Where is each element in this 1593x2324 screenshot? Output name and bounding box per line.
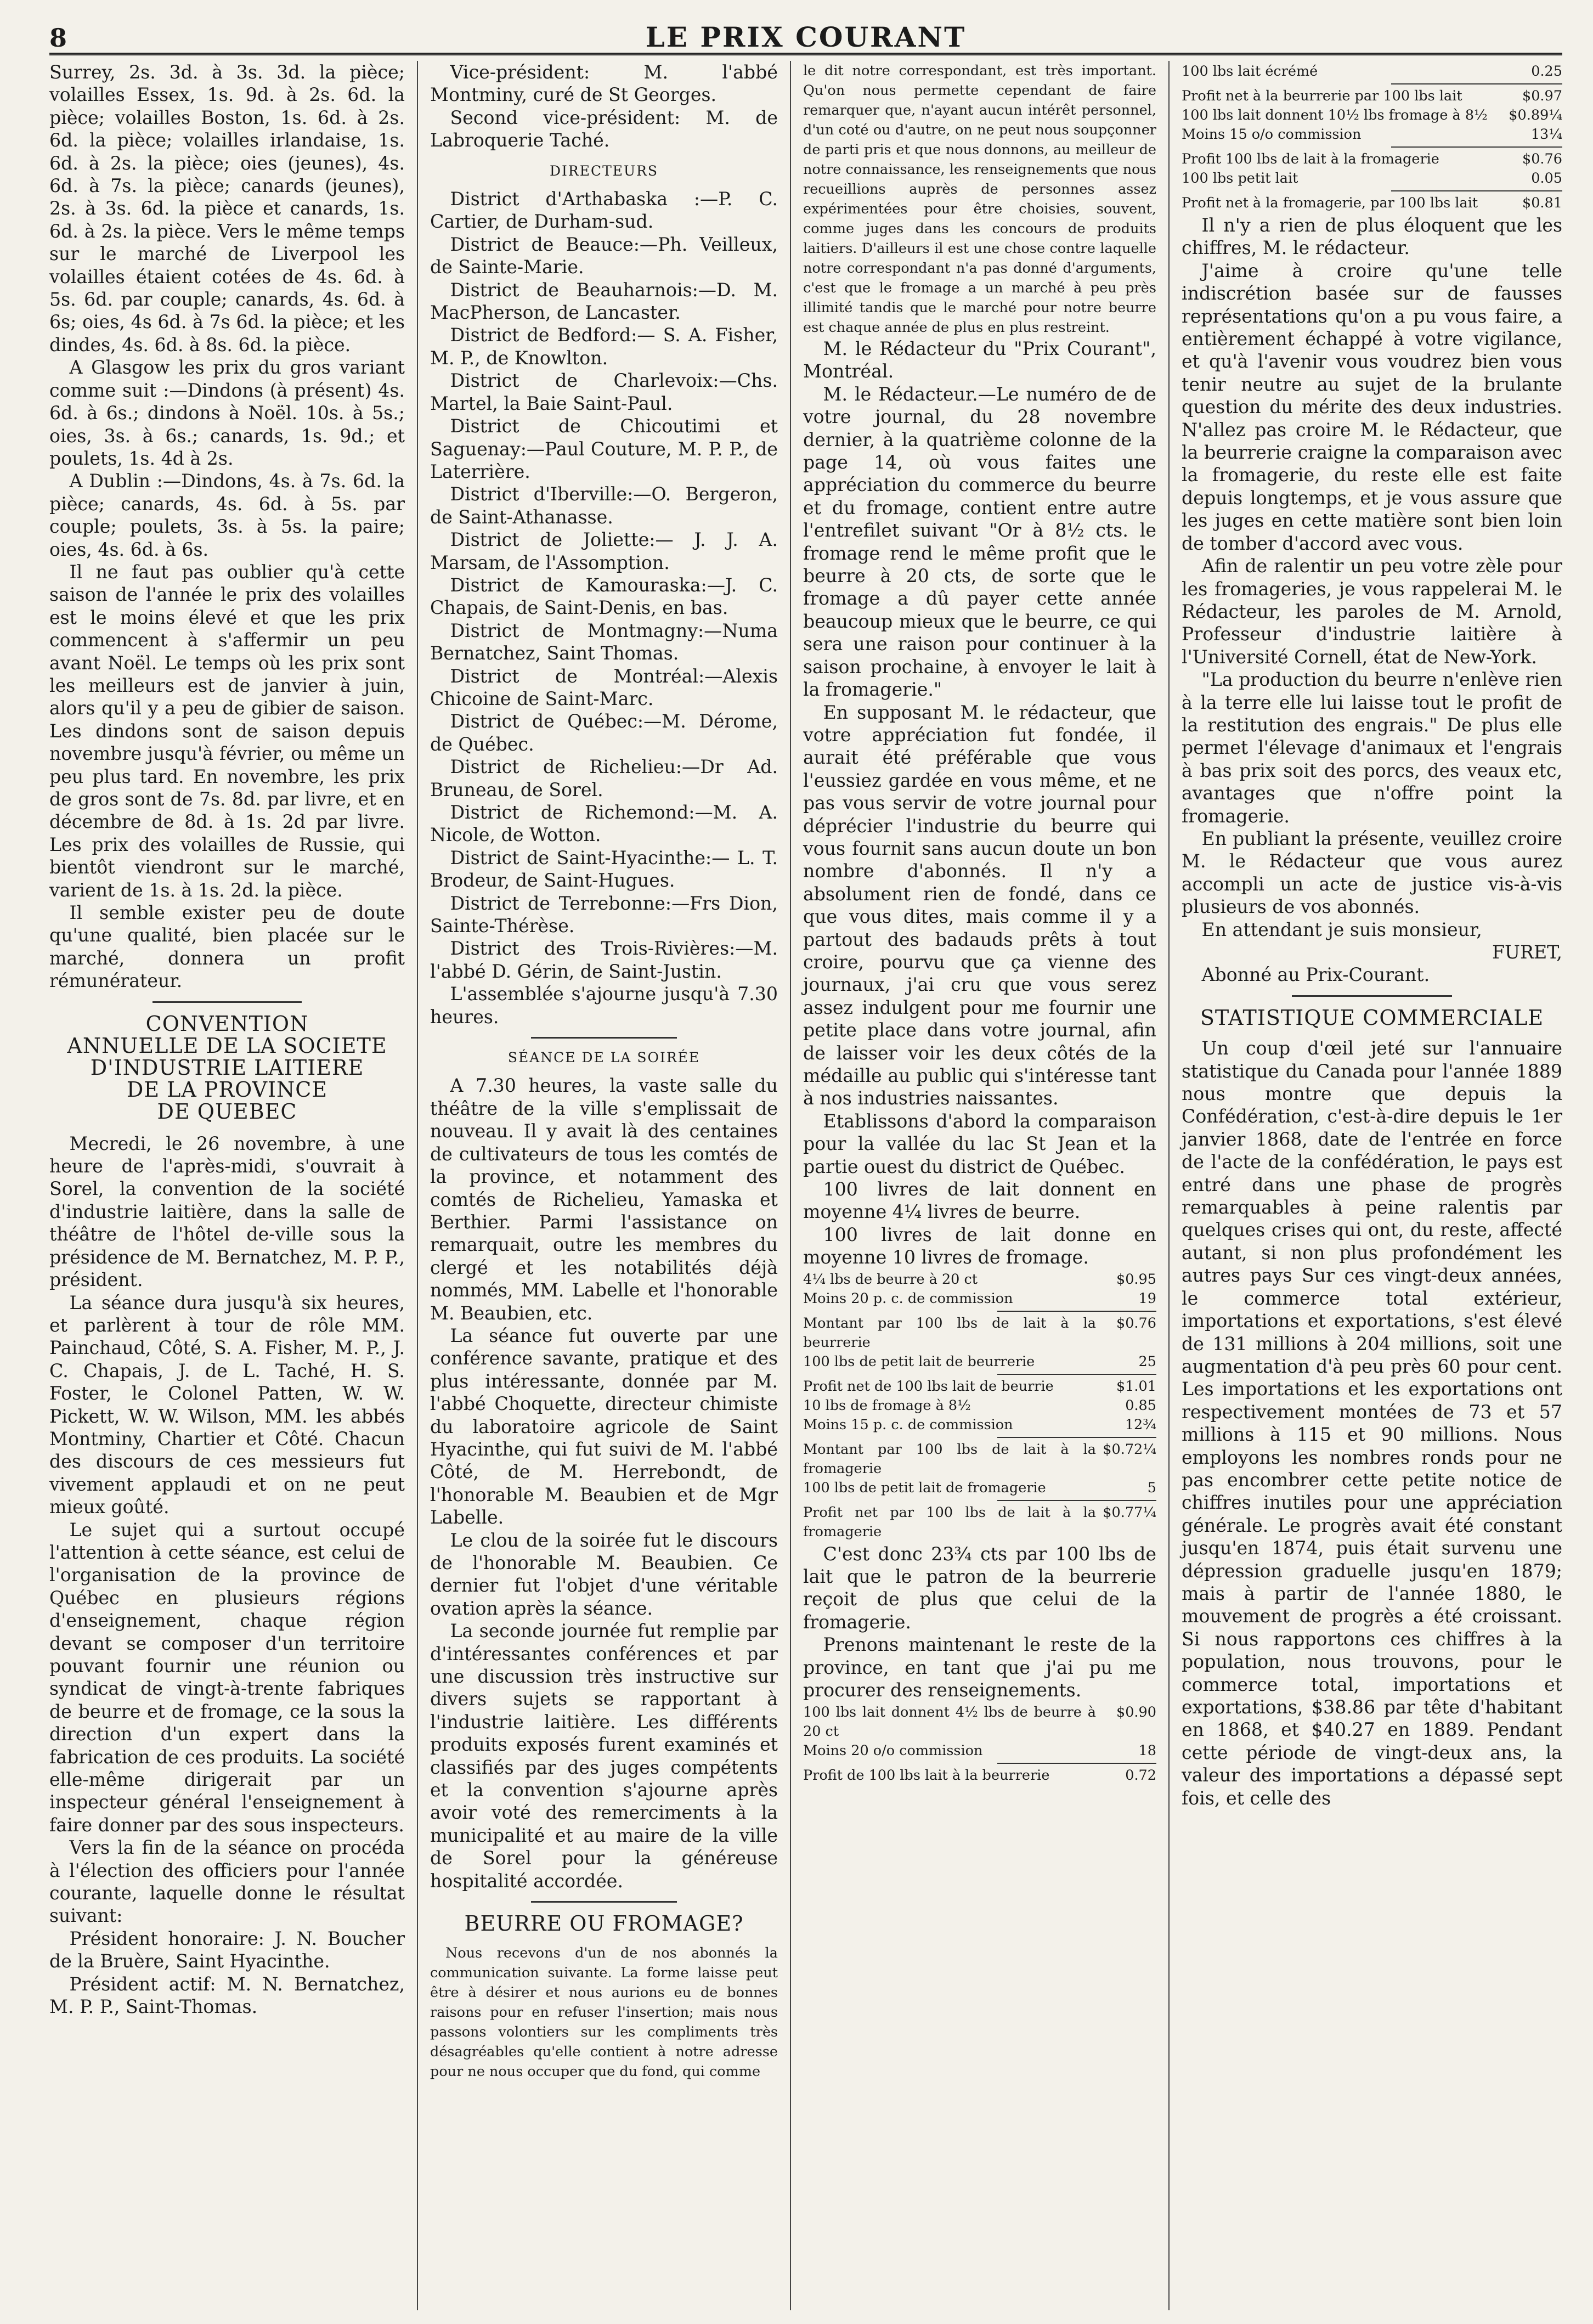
ledger-block (1182, 87, 1562, 144)
officer-entry: Vice-président: M. l'abbé Montminy, curé de St Georges. (430, 61, 778, 106)
directeur-entry: District des Trois-Rivières:—M. l'abbé D. Gérin, de Saint-Justin. (430, 938, 778, 982)
ledger-value: $0.77¼ (1103, 1504, 1156, 1521)
letter-paragraph: 100 livres de lait donnent en moyenne 4¼ livres de beurre. (803, 1178, 1156, 1223)
convention-heading-line: DE QUEBEC (157, 1099, 297, 1124)
ledger-label: Moins 20 p. c. de commission (803, 1290, 1013, 1307)
convention-paragraph: Président honoraire: J. N. Boucher de la Bruère, Saint Hyacinthe. (49, 1927, 405, 1972)
ledger-label: 100 lbs lait écrémé (1182, 63, 1318, 80)
ledger-label: Profit net par 100 lbs de lait à la fromagerie (803, 1504, 1096, 1540)
ledger-label: Profit de 100 lbs lait à la beurrerie (803, 1767, 1050, 1784)
ledger-rule (997, 1763, 1156, 1764)
section-separator (1292, 995, 1451, 997)
directeur-entry: District de Charlevoix:—Chs. Martel, la Baie Saint-Paul. (430, 370, 778, 414)
ledger-row (1182, 62, 1562, 81)
seance-paragraph: Le clou de la soirée fut le discours de l'honorable M. Beaubien. Ce dernier fut l'objet d'une véritable ovation après la séance. (430, 1529, 778, 1619)
directeur-entry: District d'Iberville:—O. Bergeron, de Saint-Athanasse. (430, 483, 778, 528)
ledger-value: $0.89¼ (1509, 107, 1562, 123)
convention-heading-line: CONVENTION (145, 1011, 309, 1036)
ledger-label: 100 lbs lait donnent 10½ lbs fromage à 8½ (1182, 107, 1488, 123)
column-3 (791, 61, 1170, 2310)
ledger-block (803, 1503, 1156, 1542)
directeur-entry: District de Kamouraska:—J. C. Chapais, de Saint-Denis, en bas. (430, 574, 778, 619)
ledger-value: $1.01 (1116, 1378, 1156, 1395)
ledger-row (1182, 87, 1562, 106)
convention-heading-line: DE LA PROVINCE (126, 1077, 328, 1102)
directeur-entry: District de Saint-Hyacinthe:— L. T. Brodeur, de Saint-Hugues. (430, 847, 778, 892)
column-4 (1170, 61, 1562, 2310)
ledger-block (803, 1766, 1156, 1785)
ledger-value: 19 (1138, 1290, 1156, 1307)
ledger-row (1182, 106, 1562, 125)
letter-paragraph: C'est donc 23¾ cts par 100 lbs de lait que le patron de la beurrerie reçoit de plus que celui de la fromagerie. (803, 1543, 1156, 1633)
ledger-label: 100 lbs de petit lait de fromagerie (803, 1479, 1046, 1496)
ledger-label: Profit 100 lbs de lait à la fromagerie (1182, 151, 1439, 167)
ledger-value: $0.95 (1116, 1271, 1156, 1288)
letter-paragraph: J'aime à croire qu'une telle indiscrétion basée sur de fausses représentations qu'on a pu vous faire, a entièrement échappé à votre vigilance, et qu'à l'avenir vous voudrez bien vous tenir neutre au sujet de la brulante question du mérite des deux industries. N'allez pas croire M. le Rédacteur, que la beurrerie craigne la comparaison avec la fromagerie, du reste elle est faite depuis longtemps, et je vous assure que les juges en cette matière sont bien loin de tomber d'accord avec vous. (1182, 260, 1562, 554)
convention-paragraph: Mecredi, le 26 novembre, à une heure de l'après-midi, s'ouvrait à Sorel, la convention de la société d'industrie laitière, dans la salle de théâtre de l'hôtel de-ville sous la présidence de M. Bernatchez, M. P. P., président. (49, 1132, 405, 1291)
letter-paragraph: Etablissons d'abord la comparaison pour la vallée du lac St Jean et la partie ouest du district de Québec. (803, 1110, 1156, 1177)
stat-paragraph: Un coup d'œil jeté sur l'annuaire statistique du Canada pour l'année 1889 nous montre que depuis la Confédération, c'est-à-dire depuis le 1er janvier 1868, date de l'entrée en force de l'acte de la confédération, le pays est entré dans une phase de progrès remarquables à peine ralentis par quelques crises qui ont, du reste, affecté autant, si non plus profondément les autres pays Sur ces vingt-deux années, le commerce total extérieur, importations et exportations, s'est élevé de 131 millions à 204 millions, soit une augmentation d'à peu près 60 pour cent. Les importations et les exportations ont respectivement montées de 73 et 57 millions à 115 et 90 millions. Nous employons les nombres ronds pour ne pas encombrer cette petite notice de chiffres inutiles pour une appréciation générale. Le progrès avait été constant jusqu'en 1874, puis était survenu une dépression graduelle jusqu'en 1879; mais à partir de l'année 1880, le mouvement de progrès a été croissant. Si nous rapportons ces chiffres à la population, nous trouvons, pour le commerce total, importations et exportations, $38.86 par tête d'habitant en 1868, et $40.27 en 1889. Pendant cette période de vingt-deux ans, la valeur des importations a dépassé sept fois, et celle des (1182, 1037, 1562, 1809)
editor-note: le dit notre correspondant, est très important. Qu'on nous permette cependant de faire remarquer que, n'ayant aucun intérêt personnel, d'un coté ou d'autre, on ne peut nous soupçonner de parti pris et que nous donnons, au meilleur de notre connaissance, les renseignements que nous recueillions auprès de personnes assez expérimentées pour être choisies, souvent, comme juges dans les concours de produits laitiers. D'ailleurs il est une chose contre laquelle notre correspondant n'a pas donné d'arguments, c'est que le fromage a un marché à peu près illimité tandis que le marché pour notre beurre est chaque année de plus en plus restreint. (803, 63, 1156, 336)
directeur-entry: District de Beauce:—Ph. Veilleux, de Sainte-Marie. (430, 233, 778, 278)
market-paragraph: Surrey, 2s. 3d. à 3s. 3d. la pièce; volailles Essex, 1s. 9d. à 2s. 6d. la pièce; volailles Boston, 1s. 6d. à 2s. 6d. la pièce; volailles irlandaise, 1s. 6d. à 2s. la pièce; oies (jeunes), 4s. 6d. à 7s. la pièce; canards (jeunes), 2s. à 3s. 6d. la pièce et canards, 1s. 6d. à 2s. la pièce. Vers le même temps sur le marché de Liverpool les volailles étaient cotées de 4s. 6d. à 5s. 6d. par couple; canards, 4s. 6d. à 6s; oies, 4s 6d. à 7s 6d. la pièce; et les dindes, 4s. 6d. à 8s. 6d. la pièce. (49, 61, 405, 356)
ledger-row (1182, 150, 1562, 169)
journal-title: LE PRIX COURANT (645, 21, 967, 53)
ledger-block (1182, 194, 1562, 213)
ledger-row (803, 1766, 1156, 1785)
ledger-label: Montant par 100 lbs de lait à la fromagerie (803, 1441, 1096, 1477)
letter-paragraph: "La production du beurre n'enlève rien à la terre elle lui laisse tout le profit de la restitution des engrais." De plus elle permet l'élevage d'animaux et l'engrais à bas prix soit des porcs, des veaux etc, avantages que n'offre point la fromagerie. (1182, 669, 1562, 827)
ledger-rule (1391, 146, 1562, 148)
directeur-entry: District de Québec:—M. Dérome, de Québec. (430, 710, 778, 755)
ledger-row (803, 1415, 1156, 1435)
ledger-row (803, 1352, 1156, 1372)
ledger-row (803, 1289, 1156, 1308)
columns (49, 61, 1562, 2310)
ledger-label: Moins 15 o/o commission (1182, 126, 1362, 143)
ledger-label: 100 lbs petit lait (1182, 170, 1298, 187)
ledger-row (803, 1396, 1156, 1415)
directeur-entry: District de Terrebonne:—Frs Dion, Sainte-Thérèse. (430, 892, 778, 937)
ledger-label: Moins 15 p. c. de commission (803, 1416, 1013, 1433)
ledger-rule (997, 1437, 1156, 1438)
ledger-rule (997, 1311, 1156, 1312)
ledger-label: Moins 20 o/o commission (803, 1742, 983, 1759)
ledger-label: 100 lbs de petit lait de beurrerie (803, 1353, 1035, 1370)
letter-paragraph: 100 livres de lait donne en moyenne 10 livres de fromage. (803, 1223, 1156, 1268)
ledger-rule (997, 1374, 1156, 1375)
ledger-row (803, 1314, 1156, 1352)
ledger-block (803, 1377, 1156, 1435)
beurre-heading: BEURRE OU FROMAGE? (464, 1911, 744, 1936)
ledger-label: 10 lbs de fromage à 8½ (803, 1397, 971, 1414)
ledger-label: Montant par 100 lbs de lait à la beurrerie (803, 1315, 1096, 1351)
masthead (49, 21, 1562, 55)
ledger-row (803, 1741, 1156, 1761)
ledger-row (803, 1703, 1156, 1741)
letter-paragraph: En publiant la présente, veuillez croire M. le Rédacteur que vous aurez accompli un acte de justice vis-à-vis plusieurs de vos abonnés. (1182, 827, 1562, 918)
beurre-intro: Nous recevons d'un de nos abonnés la communication suivante. La forme laisse peut être à désirer et nous aurions eu de bonnes raisons pour en refuser l'insertion; mais nous passons volontiers sur les compliments très désagréables qu'elle contient à notre adresse pour ne nous occuper que du fond, qui comme (430, 1944, 778, 2080)
officer-entry: Second vice-président: M. de Labroquerie Taché. (430, 106, 778, 151)
letter-paragraph: Prenons maintenant le reste de la province, en tant que j'ai pu me procurer des renseignements. (803, 1634, 1156, 1701)
convention-heading-line: D'INDUSTRIE LAITIERE (90, 1055, 364, 1080)
column-1 (49, 61, 418, 2310)
ledger-value: 13¼ (1530, 126, 1562, 143)
ledger-rule (1391, 190, 1562, 191)
section-separator (531, 1901, 677, 1903)
ledger-value: $0.76 (1116, 1315, 1156, 1332)
directeur-entry: District de Joliette:— J. J. A. Marsam, de l'Assomption. (430, 529, 778, 573)
directeur-entry: District de Bedford:— S. A. Fisher, M. P., de Knowlton. (430, 324, 778, 369)
ledger-row (803, 1270, 1156, 1289)
ledger-value: 18 (1138, 1742, 1156, 1759)
ledger-value: 12¾ (1125, 1416, 1156, 1433)
ledger-value: 0.05 (1531, 170, 1562, 187)
directeur-entry: District de Montréal:—Alexis Chicoine de Saint-Marc. (430, 665, 778, 709)
directeur-entry: District de Richemond:—M. A. Nicole, de Wotton. (430, 802, 778, 846)
convention-paragraph: Vers la fin de la séance on procéda à l'élection des officiers pour l'année courante, laquelle donne le résultat suivant: (49, 1837, 405, 1927)
page-number: 8 (49, 23, 67, 53)
ledger-rule (1391, 83, 1562, 84)
ledger-label: Profit net de 100 lbs lait de beurrie (803, 1378, 1054, 1395)
section-separator (531, 1037, 677, 1039)
letter-paragraph: Il n'y a rien de plus éloquent que les chiffres, M. le rédacteur. (1182, 215, 1562, 259)
letter-paragraph: M. le Rédacteur.—Le numéro de de votre journal, du 28 novembre dernier, à la quatrième colonne de la page 14, où vous faites une appréciation du commerce du beurre et du fromage, contient entre autre l'entrefilet suivant "Or à 8½ cts. le fromage rend le même profit que le beurre à 20 cts, de sorte que le fromage a dû payer cette année beaucoup mieux que le beurre, ce qui sera une raison pour continuer à la saison prochaine, à envoyer le lait à la fromagerie." (803, 383, 1156, 701)
seance-paragraph: La séance fut ouverte par une conférence savante, pratique et des plus intéressante, donnée par M. l'abbé Choquette, directeur chimiste du laboratoire agricole de Saint Hyacinthe, qui fut suivi de M. l'abbé Côté, de M. Herrebondt, de l'honorable M. Beaubien et de Mgr Labelle. (430, 1324, 778, 1528)
seance-heading: SÉANCE DE LA SOIRÉE (507, 1050, 701, 1066)
ledger-rule (997, 1500, 1156, 1501)
market-paragraph: A Glasgow les prix du gros variant comme suit :—Dindons (à présent) 4s. 6d. à 6s.; dindons à Noël. 10s. à 5s.; oies, 3s. à 6s.; canards, 1s. 9d.; et poulets, 1s. 4d à 2s. (49, 357, 405, 469)
ledger-label: Profit net à la fromagerie, par 100 lbs lait (1182, 195, 1478, 211)
directeurs-heading: DIRECTEURS (549, 162, 659, 179)
directeur-entry: District d'Arthabaska :—P. C. Cartier, de Durham-sud. (430, 188, 778, 233)
ledger-value: 25 (1138, 1353, 1156, 1370)
ledger-value: $0.90 (1116, 1703, 1156, 1721)
market-paragraph: A Dublin :—Dindons, 4s. à 7s. 6d. la pièce; canards, 4s. 6d. à 5s. par couple; poulets, 3s. à 5s. la paire; oies, 4s. 6d. à 6s. (49, 470, 405, 560)
directeur-entry: District de Richelieu:—Dr Ad. Bruneau, de Sorel. (430, 756, 778, 800)
ledger-block (1182, 150, 1562, 188)
ledger-block (803, 1440, 1156, 1498)
convention-paragraph: Le sujet qui a surtout occupé l'attention à cette séance, est celui de l'organisation de la province de Québec en plusieurs régions d'enseignement, chaque région devant se composer d'un territoire pouvant fournir une réunion ou syndicat de vingt-à-trente fabriques de beurre et de fromage, ce la sous la direction d'un expert dans la fabrication de ces produits. La société elle-même dirigerait par un inspecteur général l'enseignement à faire donner par des sous inspecteurs. (49, 1519, 405, 1836)
ledger-value: 0.25 (1531, 63, 1562, 80)
directeur-entry: District de Beauharnois:—D. M. MacPherson, de Lancaster. (430, 279, 778, 324)
ledger-row (803, 1503, 1156, 1542)
ledger-value: $0.72¼ (1103, 1441, 1156, 1458)
ledger-value: 0.85 (1125, 1397, 1156, 1414)
signature-note: Abonné au Prix-Courant. (1201, 964, 1430, 986)
ledger-row (1182, 194, 1562, 213)
convention-heading (49, 1013, 405, 1122)
directeur-entry: District de Chicoutimi et Saguenay:—Paul Couture, M. P. P., de Laterrière. (430, 415, 778, 482)
column-2 (418, 61, 791, 2310)
stat-heading: STATISTIQUE COMMERCIALE (1200, 1005, 1544, 1030)
ledger-row (1182, 125, 1562, 144)
ledger-label: 100 lbs lait donnent 4½ lbs de beurre à 20 ct (803, 1703, 1096, 1740)
ledger-row (803, 1479, 1156, 1498)
market-paragraph: Il semble exister peu de doute qu'une qualité, bien placée sur le marché, donnera un profit rémunérateur. (49, 902, 405, 992)
ledger-value: $0.81 (1522, 195, 1562, 211)
ledger-value: $0.76 (1522, 151, 1562, 167)
letter-signature: FURET, (1492, 941, 1562, 963)
market-paragraph: Il ne faut pas oublier qu'à cette saison de l'année le prix des volailles est le moins élevé et que les prix commencent à s'affermir un peu avant Noël. Le temps où les prix sont les meilleurs est de janvier à juin, alors qu'il y a peu de gibier de saison. Les dindons sont de saison depuis novembre jusqu'à février, ou même un peu plus tard. En novembre, les prix de gros sont de 7s. 8d. par livre, et en décembre de 8d. à 1s. 2d par livre. Les prix des volailles de Russie, qui bientôt viendront sur le marché, varient de 1s. à 1s. 2d. la pièce. (49, 561, 405, 901)
ledger-block (803, 1703, 1156, 1761)
ledger-row (1182, 169, 1562, 188)
seance-paragraph: La seconde journée fut remplie par d'intéressantes conférences et par une discussion très instructive sur divers sujets se rapportant à l'industrie laitière. Les différents produits exposés furent examinés et classifiés par des juges compétents et la convention s'ajourne après avoir voté des remerciments à la municipalité et au maire de la ville de Sorel pour la généreuse hospitalité accordée. (430, 1620, 778, 1892)
ledger-value: 5 (1147, 1479, 1156, 1496)
ledger-value: 0.72 (1125, 1767, 1156, 1784)
convention-heading-line: ANNUELLE DE LA SOCIETE (67, 1033, 387, 1058)
ledger-row (803, 1377, 1156, 1396)
adjourn-note: L'assemblée s'ajourne jusqu'à 7.30 heures. (430, 983, 778, 1028)
ledger-block (803, 1270, 1156, 1308)
letter-paragraph: En attendant je suis monsieur, (1201, 918, 1482, 940)
ledger-label: 4¼ lbs de beurre à 20 ct (803, 1271, 978, 1288)
ledger-block (1182, 62, 1562, 81)
ledger-label: Profit net à la beurrerie par 100 lbs lait (1182, 88, 1462, 104)
seance-paragraph: A 7.30 heures, la vaste salle du théâtre de la ville s'emplissait de nouveau. Il y avait là des centaines de cultivateurs de tous les comtés de la province, et notamment des comtés de Richelieu, Yamaska et Berthier. Parmi l'assistance on remarquait, outre les membres du clergé et les notabilités déjà nommés, MM. Labelle et l'honorable M. Beaubien, etc. (430, 1075, 778, 1324)
letter-salutation: M. le Rédacteur du "Prix Courant", Montréal. (803, 338, 1156, 382)
convention-paragraph: La séance dura jusqu'à six heures, et parlèrent à tour de rôle MM. Painchaud, Côté, S. A. Fisher, M. P., J. C. Chapais, J. de L. Taché, H. S. Foster, le Colonel Patten, W. W. Pickett, W. W. Wilson, MM. les abbés Montminy, Chartier et Côté. Chacun des discours de ces messieurs fut vivement applaudi et on ne peut mieux goûté. (49, 1291, 405, 1518)
letter-paragraph: Afin de ralentir un peu votre zèle pour les fromageries, je vous rappelerai M. le Rédacteur, les paroles de M. Arnold, Professeur d'industrie laitière à l'Université Cornell, état de New-York. (1182, 555, 1562, 668)
convention-paragraph: Président actif: M. N. Bernatchez, M. P. P., Saint-Thomas. (49, 1973, 405, 2018)
directeur-entry: District de Montmagny:—Numa Bernatchez, Saint Thomas. (430, 619, 778, 664)
ledger-row (803, 1440, 1156, 1479)
letter-paragraph: En supposant M. le rédacteur, que votre appréciation fut fondée, il aurait été préférable que vous l'eussiez gardée en vous même, et ne pas vous servir de votre journal pour déprécier l'industrie du beurre qui vous fournit sans aucun doute un bon nombre d'abonnés. Il n'y a absolument rien de fondé, dans ce que vous dites, mais comme il y a partout des badauds prêts à tout croire, pourvu que ça vienne des journaux, j'ai cru que vous serez assez indulgent pour me fournir une petite place dans votre journal, afin de laisser voir les deux côtés de la médaille au public qui s'intéresse tant à nos industries naissantes. (803, 701, 1156, 1109)
ledger-block (803, 1314, 1156, 1372)
ledger-value: $0.97 (1522, 88, 1562, 104)
section-separator (152, 1001, 302, 1003)
